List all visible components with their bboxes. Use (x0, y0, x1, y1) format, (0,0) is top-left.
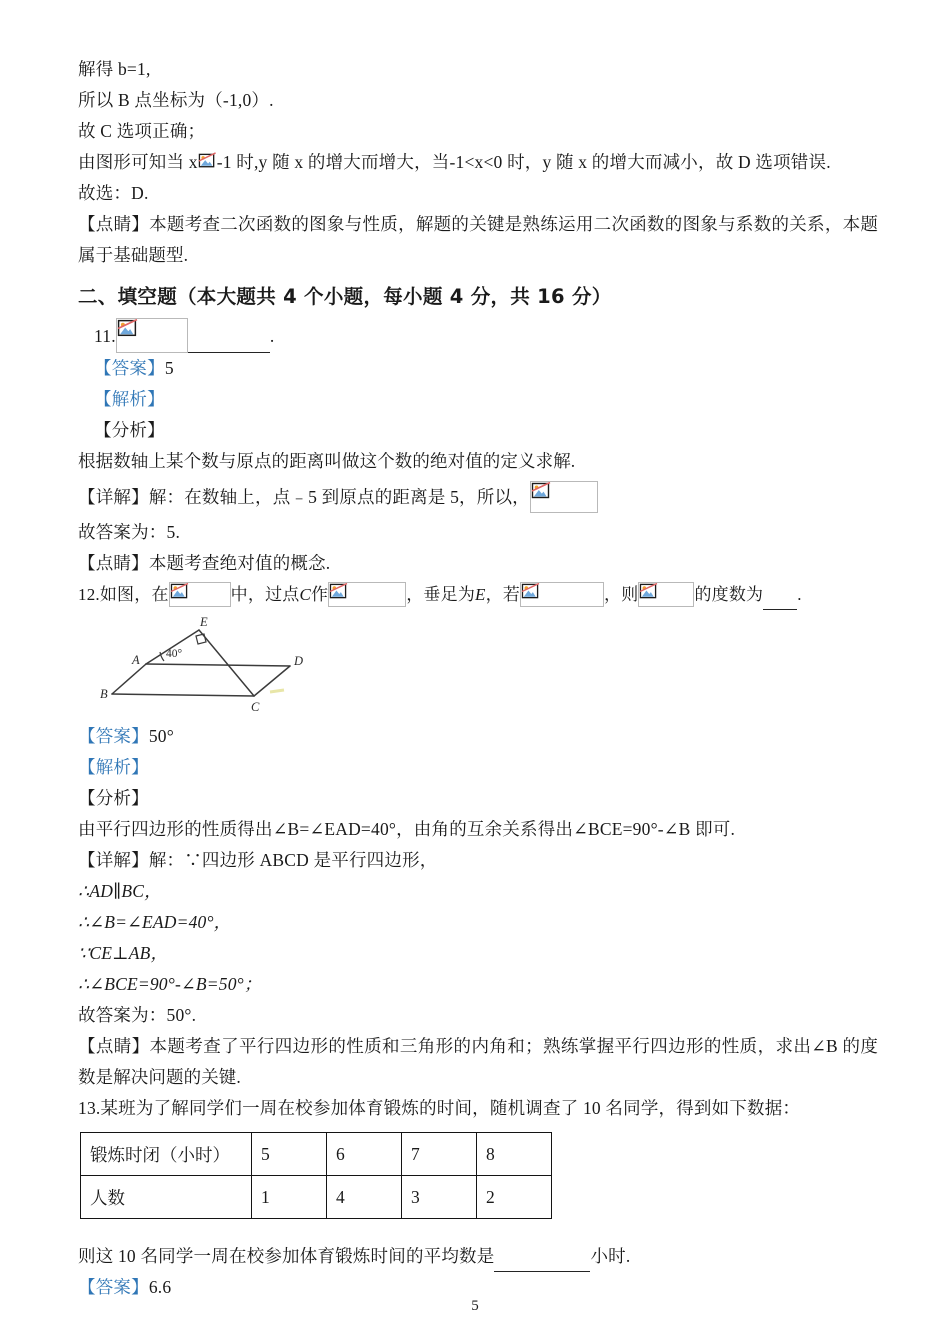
question-12-fenxi-label: 【分析】 (78, 788, 149, 808)
question-11-dianjing (78, 548, 878, 579)
question-12-number: 12. (78, 585, 100, 604)
question-13-question-prefix: 则这 10 名同学一周在校参加体育锻炼时间的平均数是 (78, 1246, 495, 1266)
question-12-step-4: ∵CE⊥AB， (78, 943, 169, 963)
question-13-number: 13. (78, 1098, 101, 1118)
broken-image-glyph (521, 583, 540, 600)
exercise-time-table (80, 1132, 552, 1219)
q10-line-4 (78, 147, 878, 178)
figure-label-B: B (100, 687, 108, 701)
broken-image-glyph (198, 152, 217, 171)
question-12-step-2: ∴AD∥BC， (78, 881, 162, 901)
question-12-step-1 (78, 845, 878, 876)
q12-text-5: 的度数为 (694, 585, 764, 604)
table-row-header-count: 人数 (81, 1176, 252, 1219)
q12-text-3: ，垂足为 (406, 585, 476, 604)
section-heading-fill-in-blank: 二、填空题（本大题共 4 个小题，每小题 4 分，共 16 分） (78, 285, 612, 308)
broken-image-icon (116, 318, 188, 353)
dianjing-label: 【点睛】 (78, 1036, 150, 1056)
question-11-analysis-label: 【解析】 (94, 389, 165, 409)
question-12-step-5: ∴∠BCE=90°-∠B=50°； (78, 974, 262, 994)
q12-text-1: 如图，在 (99, 585, 169, 604)
table-cell-hours-3: 8 (477, 1133, 552, 1176)
q12-text-2: 中，过点 (230, 585, 300, 604)
broken-image-glyph (170, 583, 189, 600)
broken-image-icon (520, 582, 604, 607)
question-12-answer (78, 721, 878, 752)
broken-image-icon (198, 152, 217, 172)
broken-image-glyph (639, 583, 658, 600)
broken-image-glyph (117, 319, 138, 338)
question-11-period: . (269, 326, 275, 346)
question-11-stem (78, 318, 878, 353)
question-11-xiangjie (78, 477, 878, 517)
spacer (78, 1219, 878, 1241)
question-11-blank[interactable] (188, 338, 270, 353)
question-12-dianjing (78, 1031, 878, 1093)
table-cell-hours-2: 7 (402, 1133, 477, 1176)
answer-label: 【答案】 (94, 358, 165, 378)
question-12-stem (78, 579, 878, 610)
question-11-fenxi-label: 【分析】 (94, 420, 165, 440)
table-row (81, 1133, 552, 1176)
question-11-fenxi-text: 根据数轴上某个数与原点的距离叫做这个数的绝对值的定义求解. (78, 451, 576, 471)
broken-image-glyph (329, 583, 348, 600)
question-11-final-answer: 故答案为：5. (78, 522, 181, 542)
q12-point-e: E (475, 585, 486, 604)
question-13-blank[interactable] (494, 1258, 590, 1272)
answer-value: 5 (164, 358, 174, 378)
table-cell-count-0: 1 (252, 1176, 327, 1219)
q10-line-2: 所以 B 点坐标为（-1,0）. (78, 90, 274, 110)
answer-label: 【答案】 (78, 726, 149, 746)
q12-text-3c: ，若 (485, 585, 521, 604)
question-13-text: 某班为了解同学们一周在校参加体育锻炼的时间，随机调查了 10 名同学，得到如下数据： (100, 1098, 801, 1118)
broken-image-glyph (531, 482, 551, 500)
question-12-fenxi-text: 由平行四边形的性质得出∠B=∠EAD=40°，由角的互余关系得出∠BCE=90°-∠B 即可. (78, 819, 736, 839)
dianjing-label: 【点睛】 (78, 553, 149, 573)
dianjing-text: 本题考查绝对值的概念. (148, 553, 331, 573)
question-11-number: 11. (94, 326, 116, 346)
broken-image-icon (638, 582, 694, 607)
dianjing-text: 本题考查了平行四边形的性质和三角形的内角和；熟练掌握平行四边形的性质，求出∠B 的度数是解决问题的关键. (78, 1036, 878, 1087)
q10-line-4-suffix: -1 时,y 随 x 的增大而增大，当-1<x<0 时，y 随 x 的增大而减小，故 D 选项错误. (216, 152, 831, 172)
table-cell-count-1: 4 (327, 1176, 402, 1219)
figure-label-E: E (200, 616, 208, 629)
xiangjie-label: 【详解】 (78, 850, 149, 870)
question-12-blank[interactable] (763, 596, 797, 610)
answer-value: 50° (148, 726, 174, 746)
xiangjie-label: 【详解】 (78, 487, 149, 507)
q10-line-3: 故 C 选项正确； (78, 121, 206, 141)
table-row (81, 1176, 552, 1219)
broken-image-icon (328, 582, 406, 607)
page-number: 5 (471, 1298, 479, 1314)
parallelogram-diagram (94, 616, 324, 716)
q10-line-5: 故选：D. (78, 183, 149, 203)
question-11-answer (78, 353, 878, 384)
q12-point-c: C (299, 585, 312, 604)
q10-line-1: 解得 b=1, (78, 59, 151, 79)
answer-value: 6.6 (148, 1277, 172, 1297)
figure-label-D: D (294, 654, 304, 668)
question-12-figure (94, 616, 878, 721)
table-cell-count-3: 2 (477, 1176, 552, 1219)
broken-image-icon (530, 481, 598, 513)
q12-period: . (797, 585, 802, 604)
xiangjie-text: 解：∵四边形 ABCD 是平行四边形， (148, 850, 438, 870)
question-13-stem (78, 1093, 878, 1124)
figure-angle-label: 40° (166, 648, 183, 660)
table-row-header-hours: 锻炼时闭（小时） (81, 1133, 252, 1176)
q10-line-4-prefix: 由图形可知当 x (78, 152, 198, 172)
question-13-question (78, 1241, 878, 1272)
q12-text-4: ，则 (604, 585, 639, 604)
question-12-step-6: 故答案为：50°. (78, 1005, 197, 1025)
question-12-analysis-label: 【解析】 (78, 757, 149, 777)
table-cell-count-2: 3 (402, 1176, 477, 1219)
page-content (78, 54, 878, 1303)
xiangjie-text: 解：在数轴上，点﹣5 到原点的距离是 5，所以， (148, 487, 530, 507)
question-13-question-suffix: 小时. (590, 1246, 631, 1266)
figure-label-A: A (132, 653, 140, 667)
question-12-step-3: ∴∠B=∠EAD=40°， (78, 912, 232, 932)
figure-label-C: C (251, 700, 260, 714)
answer-label: 【答案】 (78, 1277, 149, 1297)
table-cell-hours-0: 5 (252, 1133, 327, 1176)
q12-text-2c: 作 (311, 585, 329, 604)
q10-dianjing: 【点睛】本题考查二次函数的图象与性质，解题的关键是熟练运用二次函数的图象与系数的关系，本题属于基础题型. (78, 214, 878, 265)
table-cell-hours-1: 6 (327, 1133, 402, 1176)
broken-image-icon (169, 582, 231, 607)
